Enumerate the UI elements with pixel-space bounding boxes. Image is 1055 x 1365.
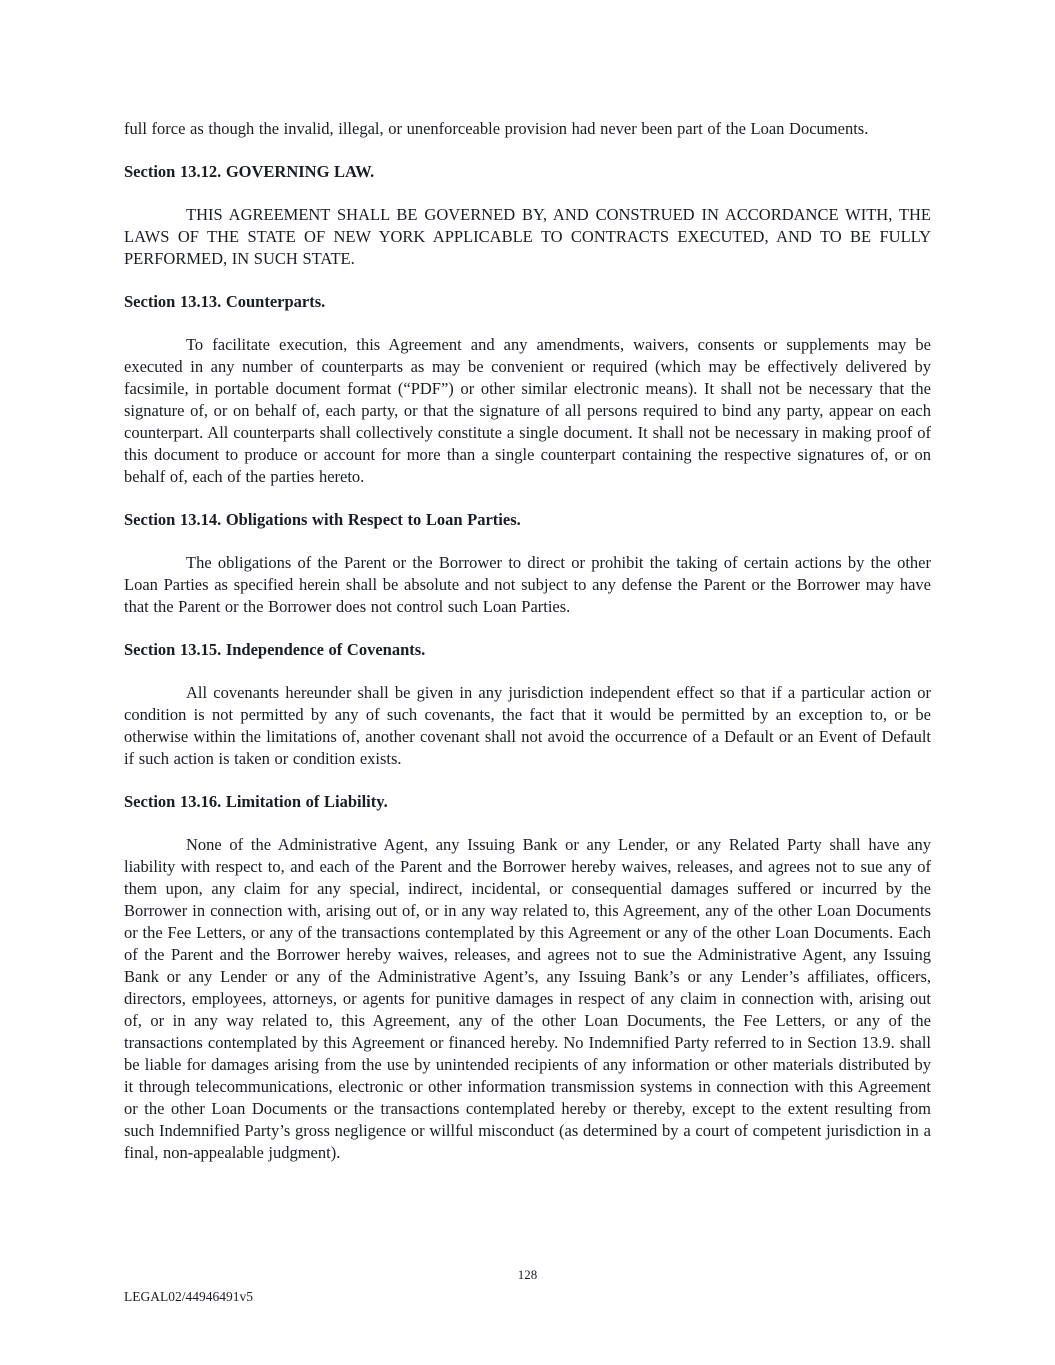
section-heading-13-12-governing-law: Section 13.12. GOVERNING LAW. (124, 162, 375, 181)
section-heading-13-16-limitation: Section 13.16. Limitation of Liability. (124, 792, 388, 811)
section-heading-13-14-obligations: Section 13.14. Obligations with Respect to Loan Parties. (124, 510, 521, 529)
paragraph-counterparts: To facilitate execution, this Agreement and any amendments, waivers, consents or supplements may be executed in any number of counterparts as may be convenient or required (which may be effectively delivered by facsimile, in portable document format (“PDF”) or other similar electronic means). It shall not be necessary that the signature of, or on behalf of, each party, or that the signature of all persons required to bind any party, appear on each counterpart. All counterparts shall collectively constitute a single document. It shall not be necessary in making proof of this document to produce or account for more than a single counterpart containing the respective signatures of, or on behalf of, each of the parties hereto. (124, 335, 931, 486)
paragraph-limitation-of-liability: None of the Administrative Agent, any Issuing Bank or any Lender, or any Related Party shall have any liability with respect to, and each of the Parent and the Borrower hereby waives, releases, and agrees not to sue any of them upon, any claim for any special, indirect, incidental, or consequential damages suffered or incurred by the Borrower in connection with, arising out of, or in any way related to, this Agreement, any of the other Loan Documents or the Fee Letters, or any of the transactions contemplated by this Agreement or any of the other Loan Documents. Each of the Parent and the Borrower hereby waives, releases, and agrees not to sue the Administrative Agent, any Issuing Bank or any Lender or any of the Administrative Agent’s, any Issuing Bank’s or any Lender’s affiliates, officers, directors, employees, attorneys, or agents for punitive damages in respect of any claim in connection with, arising out of, or in any way related to, this Agreement, any of the other Loan Documents, the Fee Letters, or any of the transactions contemplated by this Agreement or financed hereby. No Indemnified Party referred to in Section 13.9. shall be liable for damages arising from the use by unintended recipients of any information or other materials distributed by it through telecommunications, electronic or other information transmission systems in connection with this Agreement or the other Loan Documents or the transactions contemplated hereby or thereby, except to the extent resulting from such Indemnified Party’s gross negligence or willful misconduct (as determined by a court of competent jurisdiction in a final, non-appealable judgment). (124, 835, 931, 1162)
page-number: 128 (517, 1267, 538, 1282)
section-heading-13-13-counterparts: Section 13.13. Counterparts. (124, 292, 326, 311)
paragraph-governing-law: THIS AGREEMENT SHALL BE GOVERNED BY, AND CONSTRUED IN ACCORDANCE WITH, THE LAWS OF THE STATE OF NEW YORK APPLICABLE TO CONTRACTS EXECUTED, AND TO BE FULLY PERFORMED, IN SUCH STATE. (124, 205, 931, 268)
document-id-footer: LEGAL02/44946491v5 (124, 1289, 253, 1304)
paragraph-independence: All covenants hereunder shall be given in any jurisdiction independent effect so that if a particular action or condition is not permitted by any of such covenants, the fact that it would be permitted by an exception to, or be otherwise within the limitations of, another covenant shall not avoid the occurrence of a Default or an Event of Default if such action is taken or condition exists. (124, 683, 931, 768)
paragraph-continuation: full force as though the invalid, illegal, or unenforceable provision had never been part of the Loan Documents. (124, 119, 869, 138)
section-heading-13-15-independence: Section 13.15. Independence of Covenants. (124, 640, 426, 659)
paragraph-obligations: The obligations of the Parent or the Borrower to direct or prohibit the taking of certain actions by the other Loan Parties as specified herein shall be absolute and not subject to any defense the Parent or the Borrower may have that the Parent or the Borrower does not control such Loan Parties. (124, 553, 931, 616)
